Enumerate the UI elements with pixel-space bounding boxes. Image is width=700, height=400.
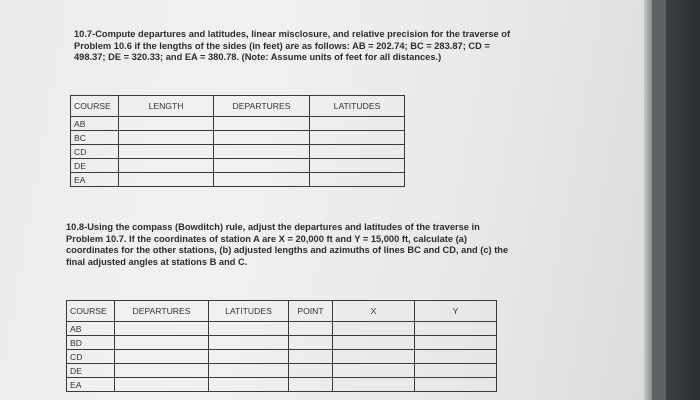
y-cell[interactable] bbox=[415, 378, 497, 392]
column-header-course: COURSE bbox=[71, 96, 119, 117]
course-cell: DE bbox=[67, 364, 115, 378]
x-cell[interactable] bbox=[333, 322, 415, 336]
latitude-cell[interactable] bbox=[209, 336, 289, 350]
y-cell[interactable] bbox=[415, 322, 497, 336]
problem-10-8-line: final adjusted angles at stations B and C. bbox=[66, 256, 248, 267]
latitude-cell[interactable] bbox=[209, 322, 289, 336]
table-row bbox=[67, 350, 497, 364]
table-row bbox=[71, 131, 405, 145]
problem-10-8-line: 10.8-Using the compass (Bowditch) rule, adjust the departures and latitudes of the traverse in bbox=[66, 222, 480, 232]
column-header-course: COURSE bbox=[67, 301, 115, 322]
y-cell[interactable] bbox=[415, 350, 497, 364]
length-cell[interactable] bbox=[119, 173, 214, 187]
x-cell[interactable] bbox=[333, 378, 415, 392]
problem-10-7-line: 10.7-Compute departures and latitudes, linear misclosure, and relative precision for the traverse of bbox=[74, 29, 511, 39]
course-cell: BC bbox=[71, 131, 119, 145]
course-cell: BD bbox=[67, 336, 115, 350]
point-cell[interactable] bbox=[289, 364, 333, 378]
problem-10-8-line: Problem 10.7. If the coordinates of station A are X = 20,000 ft and Y = 15,000 ft, calculate (a) bbox=[66, 233, 467, 244]
latitude-cell[interactable] bbox=[209, 378, 289, 392]
traverse-table bbox=[70, 95, 405, 187]
latitude-cell[interactable] bbox=[310, 131, 405, 145]
departure-cell[interactable] bbox=[214, 117, 310, 131]
column-header-y: Y bbox=[415, 301, 497, 322]
latitude-cell[interactable] bbox=[209, 350, 289, 364]
y-cell[interactable] bbox=[415, 364, 497, 378]
course-cell: DE bbox=[71, 159, 119, 173]
column-header-departures: DEPARTURES bbox=[214, 96, 310, 117]
point-cell[interactable] bbox=[289, 336, 333, 350]
course-cell: EA bbox=[67, 378, 115, 392]
table-header-row bbox=[67, 301, 497, 322]
column-header-departures: DEPARTURES bbox=[115, 301, 209, 322]
latitude-cell[interactable] bbox=[310, 159, 405, 173]
length-cell[interactable] bbox=[119, 131, 214, 145]
departure-cell[interactable] bbox=[115, 336, 209, 350]
length-cell[interactable] bbox=[119, 117, 214, 131]
screen-bezel bbox=[644, 0, 652, 400]
table-row bbox=[67, 336, 497, 350]
table-row bbox=[67, 322, 497, 336]
departure-cell[interactable] bbox=[214, 173, 310, 187]
course-cell: EA bbox=[71, 173, 119, 187]
problem-10-8-line: coordinates for the other stations, (b) adjusted lengths and azimuths of lines BC and CD, and (c) the bbox=[66, 245, 509, 256]
table-row bbox=[71, 159, 405, 173]
departure-cell[interactable] bbox=[115, 364, 209, 378]
latitude-cell[interactable] bbox=[310, 117, 405, 131]
length-cell[interactable] bbox=[119, 159, 214, 173]
screen-bezel bbox=[652, 0, 666, 400]
table-row bbox=[71, 117, 405, 131]
point-cell[interactable] bbox=[289, 378, 333, 392]
departure-cell[interactable] bbox=[214, 159, 310, 173]
table-row bbox=[71, 173, 405, 187]
point-cell[interactable] bbox=[289, 322, 333, 336]
departure-cell[interactable] bbox=[115, 322, 209, 336]
departure-cell[interactable] bbox=[115, 350, 209, 364]
problem-10-7-line: Problem 10.6 if the lengths of the sides (in feet) are as follows: AB = 202.74; BC = 283.87; CD = bbox=[74, 40, 490, 51]
latitude-cell[interactable] bbox=[209, 364, 289, 378]
adjustment-table bbox=[66, 300, 497, 392]
departure-cell[interactable] bbox=[214, 131, 310, 145]
column-header-latitudes: LATITUDES bbox=[310, 96, 405, 117]
table-row bbox=[71, 145, 405, 159]
column-header-point: POINT bbox=[289, 301, 333, 322]
departure-cell[interactable] bbox=[115, 378, 209, 392]
table-row bbox=[67, 364, 497, 378]
y-cell[interactable] bbox=[415, 336, 497, 350]
column-header-length: LENGTH bbox=[119, 96, 214, 117]
column-header-latitudes: LATITUDES bbox=[209, 301, 289, 322]
problem-10-7-text bbox=[74, 29, 510, 64]
x-cell[interactable] bbox=[333, 336, 415, 350]
problem-10-8-text bbox=[66, 222, 508, 268]
table-header-row bbox=[71, 96, 405, 117]
latitude-cell[interactable] bbox=[310, 173, 405, 187]
course-cell: CD bbox=[67, 350, 115, 364]
course-cell: AB bbox=[67, 322, 115, 336]
column-header-x: X bbox=[333, 301, 415, 322]
x-cell[interactable] bbox=[333, 364, 415, 378]
course-cell: CD bbox=[71, 145, 119, 159]
screen-bezel bbox=[666, 0, 700, 400]
problem-10-7-line: 498.37; DE = 320.33; and EA = 380.78. (Note: Assume units of feet for all distances.) bbox=[74, 52, 442, 63]
course-cell: AB bbox=[71, 117, 119, 131]
length-cell[interactable] bbox=[119, 145, 214, 159]
point-cell[interactable] bbox=[289, 350, 333, 364]
latitude-cell[interactable] bbox=[310, 145, 405, 159]
table-row bbox=[67, 378, 497, 392]
departure-cell[interactable] bbox=[214, 145, 310, 159]
x-cell[interactable] bbox=[333, 350, 415, 364]
